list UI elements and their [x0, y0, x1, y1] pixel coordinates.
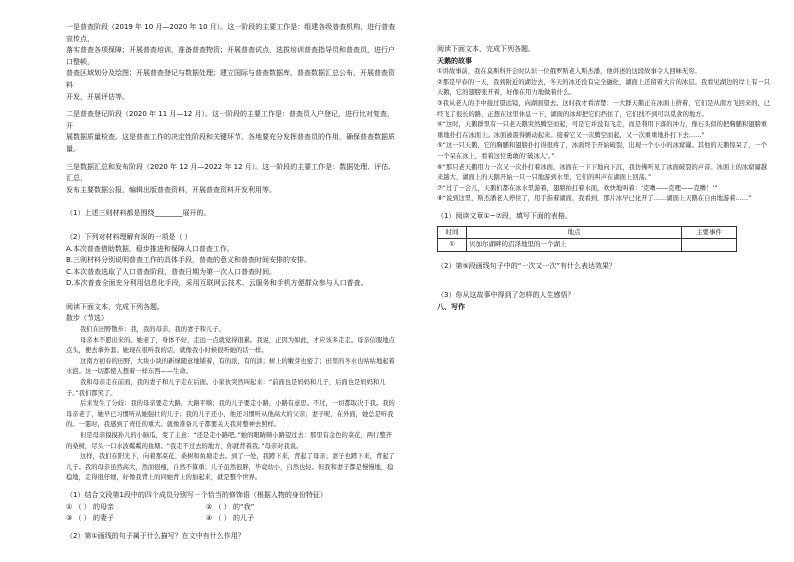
modifier-item	[206, 513, 346, 525]
item-label: 的“我”	[232, 502, 255, 511]
option-c: C.本次普查选取了人口普查阶段，普查日期为第一次人口普查时间。	[66, 267, 277, 276]
question-1: （1）上述三则材料都是围绕________展开的。	[66, 209, 211, 218]
table-header: 时间	[438, 226, 467, 239]
table-header: 主要事件	[682, 226, 737, 239]
story-title: 天鹅的故事	[437, 56, 472, 65]
stage2-block	[66, 109, 398, 155]
item-label: 的妻子	[92, 514, 114, 523]
answer-blank[interactable]: （ ）	[214, 502, 231, 511]
item-label: 的儿子	[232, 514, 254, 523]
table-header: 地点	[467, 226, 682, 239]
left-column	[66, 22, 398, 542]
section-heading: 八、写作	[437, 302, 465, 311]
item-number: ③	[66, 514, 73, 523]
modifier-row	[66, 502, 398, 514]
question-2: （2）下列对材料理解有误的一项是（ ）	[66, 232, 192, 241]
table-cell: 贝加尔湖畔的沼泽地里的一个湖上	[467, 239, 682, 252]
option-b: B.三则材料分别说明普查工作的具体手段，普查的意义和普查时间安排的安排。	[66, 256, 312, 265]
story-body	[437, 67, 773, 205]
table-cell[interactable]	[682, 239, 737, 252]
question-3: （3）你从这故事中得到了怎样的人生感悟？	[437, 291, 575, 300]
question-1: （1）阅读文章①~⑦段，填写下面的表格。	[437, 211, 572, 220]
story-para: ⑧“说到这里，斯杰潘老人停住了，用手指着湖面，我看到，那片冰早已化开了……湖面上天鹅在自由地游着……”	[437, 195, 752, 203]
story-para: ⑤“这一只天鹅，它的胸脯和翅膀扑打得很疼了，冰面终于开始破裂，出现一个小小的冰窟窿。其他的天鹅惊呆了，一个一个呆在冰上，看着这位勇敢的‘破冰人’。”	[437, 142, 768, 160]
essay-body	[66, 325, 398, 484]
essay-para: 后来发生了分歧：我的母亲要走大路，大路平顺；我的儿子要走小路，小路有意思。不过，一切都取决于我。我的母亲老了，她早已习惯听从她强壮的儿子；我的儿子还小，他还习惯听从他高大的父亲；妻子呢，在外面，她总是听我的。一霎时，我感到了责任的重大。就像准备儿子都要关天我对整神去照样。	[66, 400, 395, 429]
events-table	[437, 226, 737, 252]
story-para: ①讲故事前，我在莫斯科开会时认识一位俄罗斯老人斯杰潘，他讲述的这段故事令人回味无穷。	[437, 68, 701, 76]
essay-para: 我们在田野散步：我，我的母亲，我的妻子和儿子。	[80, 326, 225, 334]
option-d: D.本次普查全面充分利用信息化手段，采用互联网云技术、云服务和手机方便群众参与人口普查。	[66, 279, 368, 288]
item-number: ④	[206, 514, 213, 523]
table-header-row	[438, 226, 737, 239]
question-2: （2）第⑤段画线句子中的“一次又一次”有什么表达效果？	[437, 261, 616, 270]
story-para: ②那是早春的一天，我到附近的湖边去，冬天的冰还没有完全融化，湖面上还留着大片的冰层。我看见湖边的岸上有一只天鹅，它的翅膀张开着，好像在用力地做着什么。	[437, 78, 771, 97]
item-number: ①	[66, 502, 73, 511]
option-a: A.本次普查借助数据，稳步推进和保障人口普查工作。	[66, 244, 234, 253]
story-para: ⑥“那只老天鹅用力一次又一次扑打着冰面，冰面在一下下地向下沉，我仿佛听见了冰面破裂的声音。冰面上的冰窟窿越来越大，湖面上的天鹅开始一只一只地游到水里，它们的叫声在湖面上回荡。”	[437, 163, 768, 182]
table-row	[438, 239, 737, 252]
stage3-block	[66, 162, 398, 197]
item-number: ②	[206, 502, 213, 511]
answer-blank[interactable]: （ ）	[214, 514, 231, 523]
answer-blank[interactable]: （ ）	[74, 502, 91, 511]
essay-para: 但是母亲摸摸孙儿的小脑瓜，变了主意：“还是走小路吧。”她的眼睛顺小路望过去：那里有金色的菜花，两行整齐的桑树，尽头一口水波粼粼的鱼塘。“我走不过去的地方，你就背着我。”母亲对我说。	[66, 432, 392, 450]
question-3: （1）结合文段第1段中的四个成员分别写一个恰当的修饰语（根据人物的身份特征）	[66, 490, 327, 499]
section-note: 阅读下面文本，完成下列各题。	[437, 45, 535, 53]
intro-block	[66, 22, 398, 103]
modifier-item	[66, 502, 206, 514]
essay-para: 我和母亲走在前面，我的妻子和儿子走在后面。小家伙突然叫起来：“前面也是妈妈和儿子，后面也是妈妈和儿子。”我们都笑了。	[66, 379, 386, 397]
modifier-row	[66, 513, 398, 525]
story-para: ③我从老人的手中接过望远镜，向湖面望去。这时我才看清楚：一大群天鹅正在冰面上挤着，它们是从南方飞回来的，已经飞了很长的路，正想在这里休息一下，湖面的冰却把它们挡住了，它们找不到可以觅食的地方。	[437, 99, 771, 118]
modifier-item	[66, 513, 206, 525]
stage3-line: 发布主要数据公报，编辑出版普查资料，开展普查资料开发利用等。	[66, 185, 276, 194]
intro-line: 一是普查阶段（2019 年 10 月—2020 年 10 月）。这一阶段的主要工作是：组建各级普查机构，进行普查宣传点，	[66, 23, 396, 43]
question-4: （2）第①画线的句子属于什么描写？在文中有什么作用？	[66, 531, 245, 540]
right-column	[437, 44, 773, 313]
essay-para: 这南方初春的田野，大块小块的新绿随意地铺着，有的浓，有的淡；树上的嫩芽也密了；田里的冬水也咕咕地起着水泡。这一切都使人想着一样东西——生命。	[66, 357, 395, 376]
stage3-line: 三是数据汇总和发布阶段（2020 年 12 月—2022 年 12 月）。这一阶段的主要工作是：数据处理、评估、汇总，	[66, 162, 396, 183]
table-cell: ①	[438, 239, 467, 252]
stage2-line: 二是普查登记阶段（2020 年 11 月—12 月）。这一阶段的主要工作是：普查员入户登记，进行比对复查，开	[66, 110, 395, 130]
stage2-line: 展数据质量检查。这是普查工作的决定性阶段和关键环节。各地要充分发挥普查员的作用，确保普查数据质量。	[66, 133, 395, 153]
essay-title: 散步（节选）	[66, 314, 108, 323]
intro-line: 普查区域划分及绘图；开展普查登记与数据处理；建立国际与普查数据库，普查数据汇总公布，开展普查资料	[66, 69, 395, 89]
story-para: ④“这时，天鹅群里有一只老天鹅突然腾空而起，可是它并没有飞走，而是利用下落的冲力，像石头似的把胸脯和翅膀重重地扑打在冰面上。冰面被震得颤动起来。接着它又一次腾空而起，又一次重重地扑打下去……”	[437, 121, 768, 139]
essay-para: 母亲本不愿出来的。她老了，身体不好，走远一点就觉得很累。我说，正因为如此，才应该多走走。母亲信服地点点头，便去拿外套。她现在很听我的话，就像我小时候很听她的话一样。	[66, 336, 395, 355]
story-para: ⑦“过了一会儿，天鹅们都在冰水里游着，翅膀拍打着水面，欢快地叫着：‘克噜——克哩——克噜！’”	[437, 184, 718, 192]
answer-blank[interactable]: （ ）	[74, 514, 91, 523]
intro-line: 开发，开展评估等。	[66, 92, 129, 101]
intro-line: 落实普查各项保障；开展普查培训，准备普查物资；开展普查试点，选拔培训普查指导员和普查员，进行户口整顿，	[66, 46, 395, 66]
section-note: 阅读下面文本，完成下列各题。	[66, 302, 164, 311]
essay-para: 这样，我们在阳光下，向着那菜花、桑树和鱼塘走去。到了一处，我蹲下来，背起了母亲；妻子也蹲下来，背起了儿子。我的母亲虽然高大，然而很瘦，自然不算重；儿子虽然很胖，毕竟幼小，自然也轻。但我和妻子都是慢慢地，稳稳地，走得很仔细，好像我背上的同她背上的加起来，就是整个世界。	[66, 453, 395, 482]
modifier-item	[206, 502, 346, 514]
item-label: 的母亲	[92, 502, 114, 511]
